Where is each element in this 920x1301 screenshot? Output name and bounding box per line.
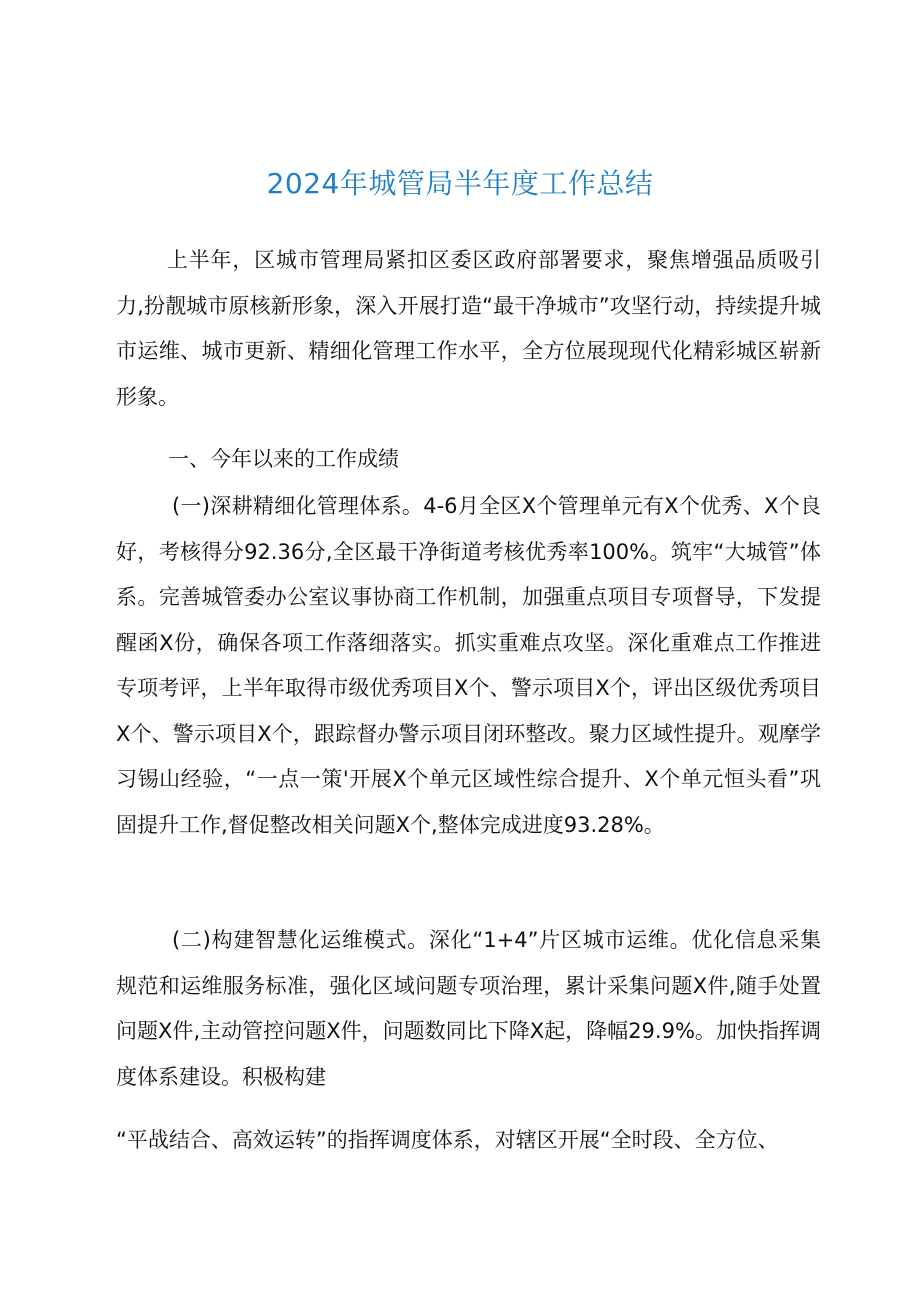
section-heading	[116, 437, 821, 483]
intro-text: 上半年，区城市管理局紧扣区委区政府部署要求，聚焦增强品质吸引力,扮靓城市原核新形象，深入开展打造“最干净城市”攻坚行动，持续提升城市运维、城市更新、精细化管理工作水平，全方位展现现代化精彩城区崭新形象。	[116, 248, 821, 409]
section-heading-text: 一、今年以来的工作成绩	[168, 447, 399, 471]
section-1-paragraph	[116, 484, 821, 848]
section-2-continuation-text: “平战结合、高效运转”的指挥调度体系，对辖区开展“全时段、全方位、	[116, 1128, 779, 1152]
intro-paragraph	[116, 238, 821, 420]
section-2-paragraph	[116, 918, 821, 1100]
section-2-text: (二)构建智慧化运维模式。深化“1+4”片区城市运维。优化信息采集规范和运维服务标准，强化区域问题专项治理，累计采集问题X件,随手处置问题X件,主动管控问题X件，问题数同比下降X起，降幅29.9%。加快指挥调度体系建设。积极构建	[116, 928, 821, 1089]
section-1-text: (一)深耕精细化管理体系。4-6月全区X个管理单元有X个优秀、X个良好，考核得分92.36分,全区最干净街道考核优秀率100%。筑牢“大城管”体系。完善城管委办公室议事协商工作机制，加强重点项目专项督导，下发提醒函X份，确保各项工作落细落实。抓实重难点攻坚。深化重难点工作推进专项考评，上半年取得市级优秀项目X个、警示项目X个，评出区级优秀项目X个、警示项目X个，跟踪督办警示项目闭环整改。聚力区域性提升。观摩学习锡山经验，“一点一策'开展X个单元区域性综合提升、X个单元恒头看”巩固提升工作,督促整改相关问题X个,整体完成进度93.28%。	[116, 494, 821, 837]
section-2-continuation	[116, 1118, 821, 1164]
document-title: 2024年城管局半年度工作总结	[266, 167, 654, 200]
